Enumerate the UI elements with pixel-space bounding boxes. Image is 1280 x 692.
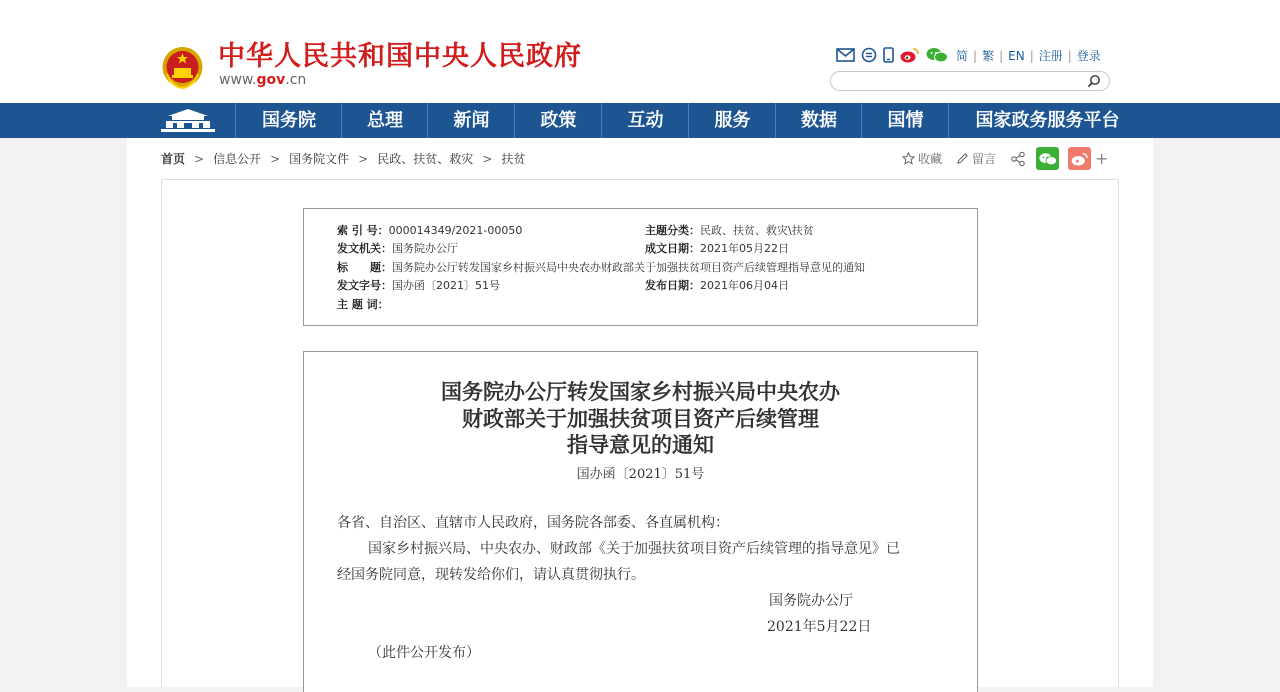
- document-body-line-2: 经国务院同意，现转发给你们，请认真贯彻执行。: [337, 567, 645, 583]
- top-header: [0, 0, 1280, 103]
- message-icon[interactable]: [861, 47, 877, 63]
- document-title-line-1: 国务院办公厅转发国家乡村振兴局中央农办: [441, 379, 840, 404]
- nav-item-national-info[interactable]: 国情: [861, 103, 949, 138]
- meta-row-index: [337, 224, 522, 238]
- pencil-icon: [956, 152, 969, 165]
- share-wechat-button[interactable]: [1036, 147, 1059, 170]
- nav-item-policy[interactable]: 政策: [514, 103, 602, 138]
- document-salutation: 各省、自治区、直辖市人民政府，国务院各部委、各直属机构：: [337, 515, 729, 531]
- link-simplified[interactable]: 简: [956, 49, 969, 63]
- meta-date-label: 成文日期：: [645, 242, 700, 255]
- meta-keywords-label: 主 题 词：: [337, 298, 389, 311]
- meta-index-label: 索 引 号：: [337, 224, 389, 237]
- top-link-group: [956, 47, 1101, 64]
- search-input[interactable]: [841, 75, 1095, 93]
- document-number: 国办函〔2021〕51号: [576, 467, 705, 482]
- breadcrumb-poverty-alleviation[interactable]: 扶贫: [501, 152, 526, 166]
- breadcrumb-home[interactable]: 首页: [161, 152, 186, 166]
- share-weibo-button[interactable]: [1068, 147, 1091, 170]
- breadcrumb: [161, 150, 525, 167]
- comment-label: 留言: [972, 152, 997, 166]
- wechat-icon[interactable]: [926, 47, 948, 63]
- document-title-line-2: 财政部关于加强扶贫项目资产后续管理: [462, 406, 819, 431]
- tiananmen-logo-icon[interactable]: [159, 107, 217, 134]
- breadcrumb-info-disclosure[interactable]: 信息公开: [213, 152, 262, 166]
- mail-icon[interactable]: [836, 48, 855, 62]
- favorite-label: 收藏: [918, 152, 943, 166]
- document-publish-note: （此件公开发布）: [368, 645, 480, 661]
- meta-row-publish: [645, 279, 789, 293]
- meta-docno-label: 发文字号：: [337, 279, 392, 292]
- share-toolbar: [902, 147, 1108, 170]
- nav-item-news[interactable]: 新闻: [427, 103, 515, 138]
- nav-item-data[interactable]: 数据: [775, 103, 862, 138]
- weibo-icon[interactable]: [900, 47, 920, 63]
- chevron-right-icon: >: [270, 151, 281, 166]
- breadcrumb-council-documents[interactable]: 国务院文件: [289, 152, 350, 166]
- chevron-right-icon: >: [358, 151, 369, 166]
- mobile-icon[interactable]: [883, 47, 894, 63]
- site-url[interactable]: [219, 72, 306, 88]
- link-traditional[interactable]: 繁: [982, 49, 995, 63]
- site-name[interactable]: 中华人民共和国中央人民政府: [218, 41, 582, 72]
- site-url-gov: gov: [256, 72, 286, 88]
- share-icon[interactable]: [1010, 151, 1026, 167]
- link-english[interactable]: EN: [1008, 48, 1025, 63]
- meta-title-value: 国务院办公厅转发国家乡村振兴局中央农办财政部关于加强扶贫项目资产后续管理指导意见的通知: [392, 261, 865, 274]
- content-frame-right: [1118, 179, 1119, 687]
- document-body: [303, 351, 978, 692]
- meta-index-value: 000014349/2021-00050: [388, 224, 523, 237]
- meta-docno-value: 国办函〔2021〕51号: [392, 279, 500, 292]
- meta-row-title: [337, 261, 865, 275]
- nav-item-gov-service-platform[interactable]: 国家政务服务平台: [948, 103, 1146, 138]
- document-sign-date: 2021年5月22日: [767, 619, 872, 635]
- favorite-button[interactable]: [902, 150, 942, 167]
- main-nav: [0, 103, 1280, 138]
- content-top-divider: [161, 179, 1119, 180]
- link-separator: |: [999, 48, 1004, 63]
- nav-item-state-council[interactable]: 国务院: [235, 103, 342, 138]
- meta-row-issuer: [337, 242, 458, 256]
- weibo-icon: [1071, 152, 1089, 166]
- breadcrumb-civil-affairs[interactable]: 民政、扶贫、救灾: [377, 152, 474, 166]
- link-register[interactable]: 注册: [1038, 49, 1063, 63]
- search-box: [830, 71, 1110, 91]
- document-title-line-3: 指导意见的通知: [567, 432, 714, 457]
- nav-item-interaction[interactable]: 互动: [601, 103, 689, 138]
- comment-button[interactable]: [956, 150, 996, 167]
- nav-item-services[interactable]: 服务: [688, 103, 776, 138]
- national-emblem-icon[interactable]: [161, 44, 204, 90]
- content-frame-left: [161, 179, 162, 687]
- site-url-suffix: .cn: [285, 72, 307, 88]
- meta-title-label: 标 题：: [337, 261, 392, 274]
- meta-publish-label: 发布日期：: [645, 279, 700, 292]
- link-login[interactable]: 登录: [1076, 49, 1101, 63]
- meta-publish-value: 2021年06月04日: [700, 279, 789, 292]
- meta-row-keywords: [337, 298, 389, 312]
- nav-item-premier[interactable]: 总理: [341, 103, 428, 138]
- share-more-icon[interactable]: +: [1095, 149, 1109, 168]
- meta-issuer-label: 发文机关：: [337, 242, 392, 255]
- link-separator: |: [1029, 48, 1034, 63]
- meta-date-value: 2021年05月22日: [700, 242, 789, 255]
- top-icon-group: [836, 44, 954, 66]
- chevron-right-icon: >: [194, 151, 205, 166]
- meta-issuer-value: 国务院办公厅: [392, 242, 458, 255]
- chevron-right-icon: >: [482, 151, 493, 166]
- meta-row-docno: [337, 279, 500, 293]
- document-signature: 国务院办公厅: [769, 593, 853, 609]
- link-separator: |: [973, 48, 978, 63]
- search-icon[interactable]: [1087, 74, 1101, 88]
- meta-row-date: [645, 242, 789, 256]
- meta-category-value: 民政、扶贫、救灾\扶贫: [700, 224, 814, 237]
- link-separator: |: [1067, 48, 1072, 63]
- meta-row-category: [645, 224, 814, 238]
- document-body-line-1: 国家乡村振兴局、中央农办、财政部《关于加强扶贫项目资产后续管理的指导意见》已: [368, 541, 900, 557]
- star-icon: [902, 152, 915, 165]
- wechat-icon: [1039, 152, 1057, 166]
- document-meta-table: [303, 208, 978, 326]
- site-url-prefix: www.: [219, 72, 257, 88]
- meta-category-label: 主题分类：: [645, 224, 700, 237]
